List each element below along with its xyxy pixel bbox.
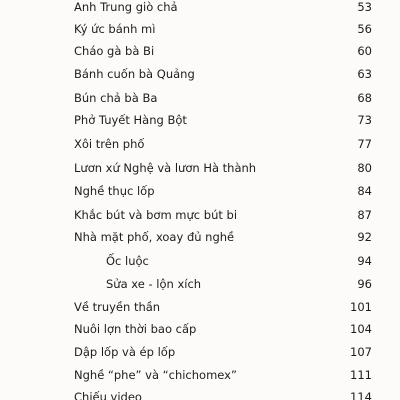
toc-entry-title: Cháo gà bà Bi <box>74 44 155 58</box>
toc-entry-page: 77 <box>357 137 372 151</box>
toc-entry-title: Dập lốp và ép lốp <box>74 345 176 359</box>
toc-entry-title: Chiếu video <box>74 390 142 400</box>
toc-entry <box>0 88 400 108</box>
toc-entry-page: 87 <box>357 208 372 222</box>
toc-subentry <box>0 251 400 271</box>
toc-entry-page: 80 <box>357 161 372 175</box>
toc-subentry <box>0 274 400 294</box>
toc-entry <box>0 227 400 247</box>
toc-entry-title: Ốc luộc <box>106 254 149 268</box>
toc-entry-title: Lươn xứ Nghệ và lươn Hà thành <box>74 161 257 175</box>
toc-entry-page: 92 <box>357 230 372 244</box>
toc-entry <box>0 181 400 201</box>
toc-entry-page: 63 <box>357 67 372 81</box>
toc-entry <box>0 19 400 39</box>
toc-entry-title: Xôi trên phố <box>74 137 145 151</box>
toc-entry-title: Nghề “phe” và “chichomex” <box>74 368 237 382</box>
toc-entry-title: Phở Tuyết Hàng Bột <box>74 113 187 127</box>
toc-entry-page: 53 <box>357 0 372 14</box>
toc-entry-title: Khắc bút và bơm mực bút bi <box>74 208 238 222</box>
toc-entry <box>0 110 400 130</box>
toc-entry-page: 111 <box>350 368 372 382</box>
toc-entry-title: Bún chả bà Ba <box>74 91 158 105</box>
toc-entry <box>0 365 400 385</box>
toc-entry-title: Ký ức bánh mì <box>74 22 156 36</box>
toc-entry <box>0 319 400 339</box>
toc-entry-page: 68 <box>357 91 372 105</box>
toc-entry <box>0 134 400 154</box>
toc-entry <box>0 205 400 225</box>
toc-entry-page: 56 <box>357 22 372 36</box>
toc-entry-page: 104 <box>350 322 372 336</box>
toc-entry <box>0 41 400 61</box>
toc-entry-title: Nuôi lợn thời bao cấp <box>74 322 197 336</box>
toc-entry-page: 107 <box>350 345 372 359</box>
toc-entry-title: Về truyền thần <box>74 300 161 314</box>
toc-entry-title: Anh Trung giò chả <box>74 0 178 14</box>
toc-entry-title: Bánh cuốn bà Quảng <box>74 67 195 81</box>
toc-entry <box>0 158 400 178</box>
toc-entry-page: 84 <box>357 184 372 198</box>
toc-entry <box>0 297 400 317</box>
toc-entry <box>0 387 400 400</box>
toc-entry <box>0 64 400 84</box>
toc-entry-page: 73 <box>357 113 372 127</box>
toc-entry <box>0 0 400 17</box>
toc-entry-page: 114 <box>350 390 372 400</box>
toc-entry-page: 60 <box>357 44 372 58</box>
toc-entry-title: Sửa xe - lộn xích <box>106 277 202 291</box>
toc-entry-page: 101 <box>350 300 372 314</box>
toc-entry-title: Nhà mặt phố, xoay đủ nghề <box>74 230 235 244</box>
toc-entry-title: Nghề thục lốp <box>74 184 155 198</box>
toc-entry <box>0 342 400 362</box>
toc-entry-page: 96 <box>357 277 372 291</box>
toc-entry-page: 94 <box>357 254 372 268</box>
